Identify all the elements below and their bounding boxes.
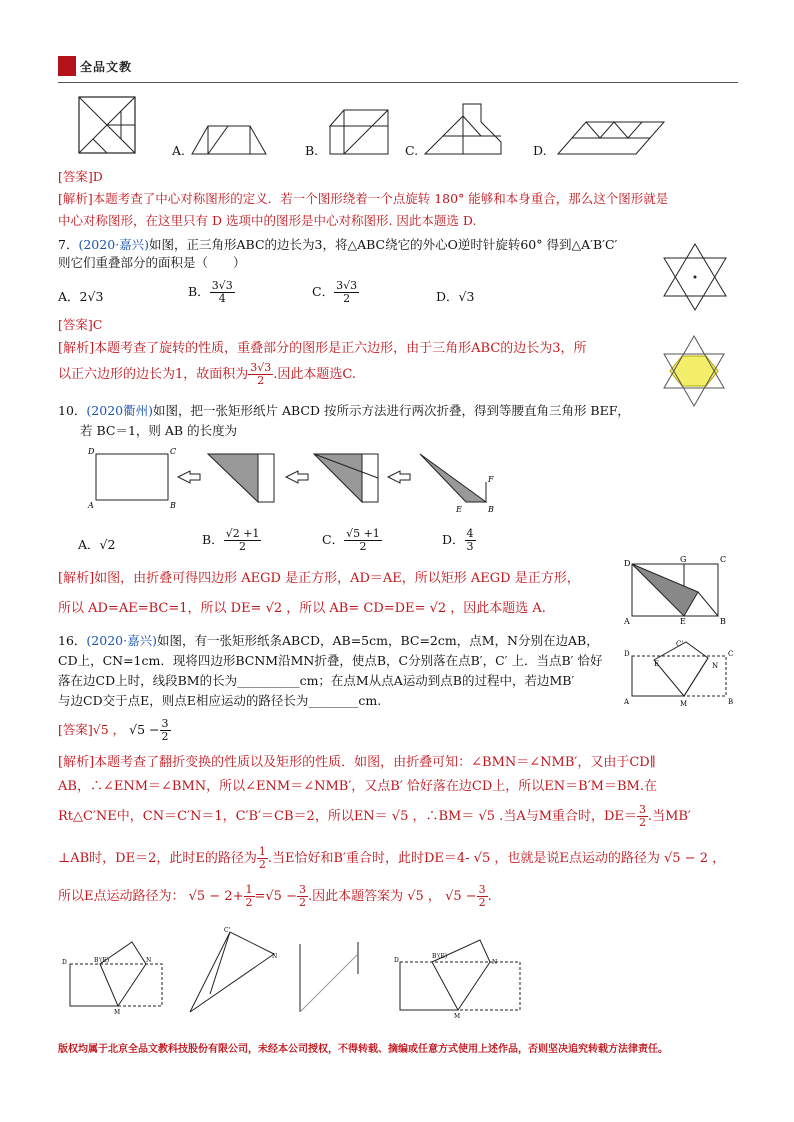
q7-option-b-den: 4 bbox=[218, 292, 226, 305]
q10-option-b-fraction bbox=[224, 528, 262, 553]
q7-expl2-fraction bbox=[248, 362, 273, 387]
q7-option-b-fraction bbox=[210, 280, 235, 305]
prev-answer: [答案]D bbox=[58, 169, 103, 184]
brand-name: 全品文教 bbox=[80, 60, 133, 74]
svg-text:N: N bbox=[712, 662, 719, 670]
q10-explanation-2: 所以 AD=AE=BC=1，所以 DE= √2 ，所以 AB= CD=DE= √2 ，因此本题选 A. bbox=[58, 601, 546, 616]
q10-stem-2: 若 BC＝1，则 AB 的长度为 bbox=[80, 423, 238, 438]
svg-text:C': C' bbox=[676, 640, 684, 648]
q16-expl5-fraction-2 bbox=[297, 884, 308, 909]
q16-expl4-tail: .当E恰好和B′重合时，此时DE＝4- √5 ，也就是说E点运动的路径为 √5 − 2 ， bbox=[267, 851, 726, 866]
prev-explanation-1: [解析]本题考查了中心对称图形的定义．若一个图形绕着一个点旋转 180° 能够和本身重合，那么这个图形就是 bbox=[58, 191, 669, 206]
q7-stem-1 bbox=[58, 236, 617, 254]
svg-text:C': C' bbox=[224, 927, 231, 934]
q16-explanation-3 bbox=[58, 804, 691, 829]
option-d-label: D. bbox=[533, 143, 547, 158]
q10-option-c-label: C． bbox=[322, 532, 345, 547]
q7-stem-2: 则它们重叠部分的面积是（ ） bbox=[58, 255, 246, 270]
q7-option-b bbox=[188, 280, 235, 305]
svg-text:M: M bbox=[114, 1009, 121, 1016]
option-a-trapezoid-figure bbox=[190, 124, 268, 156]
q16-answer-second bbox=[129, 717, 170, 743]
q7-option-c-den: 2 bbox=[343, 292, 351, 305]
svg-text:D: D bbox=[62, 959, 67, 966]
q10-solution-figure bbox=[622, 552, 732, 626]
svg-text:A: A bbox=[88, 501, 94, 510]
q10-source-tag: (2020衢州) bbox=[86, 403, 153, 418]
q16-stem-4: 与边CD交于点E，则点E相应运动的路径长为________cm. bbox=[58, 693, 382, 708]
svg-text:B: B bbox=[728, 698, 734, 706]
svg-text:E: E bbox=[680, 617, 686, 626]
svg-text:C: C bbox=[728, 650, 734, 658]
q10-option-c bbox=[322, 528, 382, 553]
q16-expl5-fraction-1 bbox=[244, 884, 255, 909]
svg-text:M: M bbox=[454, 1013, 461, 1020]
svg-text:D: D bbox=[624, 650, 630, 658]
q7-source-tag: (2020·嘉兴) bbox=[78, 237, 149, 252]
q16-fold-figure bbox=[624, 638, 734, 710]
q10-option-b-num: √2 +1 bbox=[225, 527, 260, 540]
q10-option-d-num: 4 bbox=[466, 527, 474, 540]
q16-solution-figures bbox=[60, 924, 530, 1020]
brand-logo-icon bbox=[58, 56, 76, 76]
q10-number: 10． bbox=[58, 403, 87, 418]
svg-text:G: G bbox=[680, 555, 687, 564]
q16-expl5-end: . bbox=[487, 889, 492, 904]
q7-option-c-fraction bbox=[334, 280, 359, 305]
q7-expl2-den: 2 bbox=[257, 374, 265, 387]
q16-stem-1 bbox=[58, 632, 599, 650]
q7-option-c bbox=[312, 280, 359, 305]
q10-option-d bbox=[442, 528, 476, 553]
q16-expl3-num: 3 bbox=[638, 803, 646, 816]
svg-text:B: B bbox=[170, 501, 176, 510]
q16-explanation-4 bbox=[58, 846, 725, 871]
svg-text:C: C bbox=[720, 555, 727, 564]
q16-explanation-5 bbox=[58, 884, 492, 909]
q16-expl5-text: 所以E点运动路径为： √5 − 2+ bbox=[58, 889, 244, 904]
q10-stem-text: 如图，把一张矩形纸片 ABCD 按所示方法进行两次折叠，得到等腰直角三角形 BEF， bbox=[152, 403, 630, 418]
q16-expl5-tail: .因此本题答案为 √5 ， √5 − bbox=[307, 889, 477, 904]
svg-text:N: N bbox=[492, 959, 498, 966]
q7-option-b-num: 3√3 bbox=[211, 279, 233, 292]
q16-expl5-num-1: 1 bbox=[245, 883, 253, 896]
q7-expl2-tail: .因此本题选C. bbox=[273, 367, 357, 382]
option-a-label: A. bbox=[172, 143, 186, 158]
q7-star-of-david-figure bbox=[660, 240, 730, 314]
q7-stem-text: 如图，正三角形ABC的边长为3，将△ABC绕它的外心O逆时针旋转60° 得到△A′B′C′ bbox=[149, 237, 618, 252]
q16-expl5-num-2: 3 bbox=[298, 883, 306, 896]
q10-stem-1 bbox=[58, 402, 630, 420]
q7-explanation-2 bbox=[58, 362, 356, 387]
q7-expl2-num: 3√3 bbox=[250, 361, 272, 374]
q16-stem-text: 如图，有一张矩形纸条ABCD，AB=5cm，BC=2cm，点M，N分别在边AB， bbox=[156, 633, 599, 648]
q16-answer-prefix: √5 − bbox=[129, 722, 160, 737]
prev-explanation-2: 中心对称图形，在这里只有 D 选项中的图形是中心对称图形. 因此本题选 D. bbox=[58, 213, 477, 228]
option-b-figure bbox=[322, 106, 390, 156]
q10-explanation-1: [解析]如图，由折叠可得四边形 AEGD 是正方形，AD＝AE，所以矩形 AEGD 是正方形， bbox=[58, 571, 580, 586]
q16-expl5-den-2: 2 bbox=[298, 896, 306, 909]
svg-text:D: D bbox=[394, 957, 399, 964]
q16-expl5-mid: =√5 − bbox=[254, 889, 297, 904]
q7-answer: [答案]C bbox=[58, 317, 103, 332]
q16-expl4-num: 1 bbox=[258, 845, 266, 858]
option-c-house-figure bbox=[423, 102, 503, 156]
q10-option-c-den: 2 bbox=[359, 540, 367, 553]
svg-text:D: D bbox=[88, 447, 95, 456]
q16-expl3-text: Rt△C′NE中，CN＝C′N＝1，C′B′＝CB＝2，所以EN＝ √5 ，∴BM＝ √5 .当A与M重合时，DE＝ bbox=[58, 809, 637, 824]
q7-explanation-1: [解析]本题考查了旋转的性质，重叠部分的图形是正六边形，由于三角形ABC的边长为3，所 bbox=[58, 341, 587, 356]
q10-folding-sequence-figure bbox=[86, 444, 516, 516]
q7-option-c-num: 3√3 bbox=[336, 279, 358, 292]
tangram-square-figure bbox=[78, 96, 136, 154]
svg-text:C: C bbox=[170, 447, 177, 456]
svg-text:E: E bbox=[654, 660, 660, 668]
q7-option-c-label: C． bbox=[312, 284, 335, 299]
q10-option-d-fraction bbox=[465, 528, 476, 553]
q16-answer-den: 2 bbox=[161, 730, 169, 743]
copyright-footer: 版权均属于北京全品文教科技股份有限公司，未经本公司授权，不得转载、摘编或任意方式使用上述作品，否则坚决追究转载方法律责任。 bbox=[58, 1044, 668, 1055]
svg-text:B: B bbox=[488, 505, 494, 514]
option-b-label: B. bbox=[305, 143, 319, 158]
q16-number: 16． bbox=[58, 633, 87, 648]
q10-option-c-fraction bbox=[344, 528, 382, 553]
q10-option-d-label: D． bbox=[442, 532, 465, 547]
q16-stem-3: 落在边CD上时，线段BM的长为__________cm；在点M从点A运动到点B的过程中，若边MB′ bbox=[58, 673, 575, 688]
q16-expl4-den: 2 bbox=[258, 858, 266, 871]
q16-answer-fraction bbox=[160, 718, 171, 743]
q16-answer-text: [答案]√5 ， bbox=[58, 722, 126, 737]
svg-text:E: E bbox=[456, 505, 462, 514]
svg-text:N: N bbox=[272, 953, 278, 960]
q16-expl5-fraction-3 bbox=[477, 884, 488, 909]
svg-text:F: F bbox=[488, 475, 494, 484]
header-divider bbox=[58, 82, 738, 83]
q16-explanation-2: AB，∴∠ENM＝∠BMN，所以∠ENM＝∠NMB′，又点B′ 恰好落在边CD上，所以EN＝B′M＝BM.在 bbox=[58, 779, 657, 794]
svg-text:M: M bbox=[680, 700, 688, 708]
q16-expl3-fraction bbox=[637, 804, 648, 829]
q16-source-tag: (2020·嘉兴) bbox=[86, 633, 157, 648]
q16-expl5-den-3: 2 bbox=[478, 896, 486, 909]
svg-text:D: D bbox=[624, 559, 631, 568]
q7-option-d: D．√3 bbox=[436, 289, 475, 304]
svg-text:B: B bbox=[720, 617, 726, 626]
option-c-label: C. bbox=[405, 143, 419, 158]
q7-option-b-label: B． bbox=[188, 284, 210, 299]
svg-text:A: A bbox=[624, 698, 630, 706]
q10-option-a: A．√2 bbox=[78, 537, 116, 552]
q10-option-b bbox=[202, 528, 261, 553]
q16-expl3-tail: .当MB′ bbox=[647, 809, 691, 824]
q7-number: 7． bbox=[58, 237, 79, 252]
q16-expl4-fraction bbox=[257, 846, 268, 871]
q16-expl5-den-1: 2 bbox=[245, 896, 253, 909]
q16-answer bbox=[58, 718, 171, 743]
q16-expl3-den: 2 bbox=[638, 816, 646, 829]
q10-option-d-den: 3 bbox=[466, 540, 474, 553]
q7-hexagon-overlap-figure bbox=[658, 330, 730, 410]
svg-text:N: N bbox=[146, 957, 152, 964]
q7-expl2-text: 以正六边形的边长为1，故面积为 bbox=[58, 367, 249, 382]
q10-option-b-label: B． bbox=[202, 532, 224, 547]
q16-expl5-num-3: 3 bbox=[478, 883, 486, 896]
q7-option-a: A．2√3 bbox=[58, 289, 104, 304]
q10-option-c-num: √5 +1 bbox=[346, 527, 380, 540]
q16-answer-num: 3 bbox=[161, 717, 169, 730]
option-d-parallelogram-figure bbox=[556, 120, 666, 156]
q10-option-b-den: 2 bbox=[239, 540, 247, 553]
q16-stem-2: CD上，CN=1cm．现将四边形BCNM沿MN折叠，使点B，C分别落在点B′，C′ 上．当点B′ 恰好 bbox=[58, 653, 603, 668]
svg-text:A: A bbox=[624, 617, 630, 626]
svg-text:B'(E): B'(E) bbox=[94, 957, 110, 964]
q16-explanation-1: [解析]本题考查了翻折变换的性质以及矩形的性质．如图，由折叠可知：∠BMN＝∠NMB′，又由于CD∥ bbox=[58, 755, 656, 770]
q16-expl4-text: ⊥AB时，DE＝2，此时E的路径为 bbox=[58, 851, 257, 866]
svg-text:B'(E): B'(E) bbox=[432, 953, 448, 960]
